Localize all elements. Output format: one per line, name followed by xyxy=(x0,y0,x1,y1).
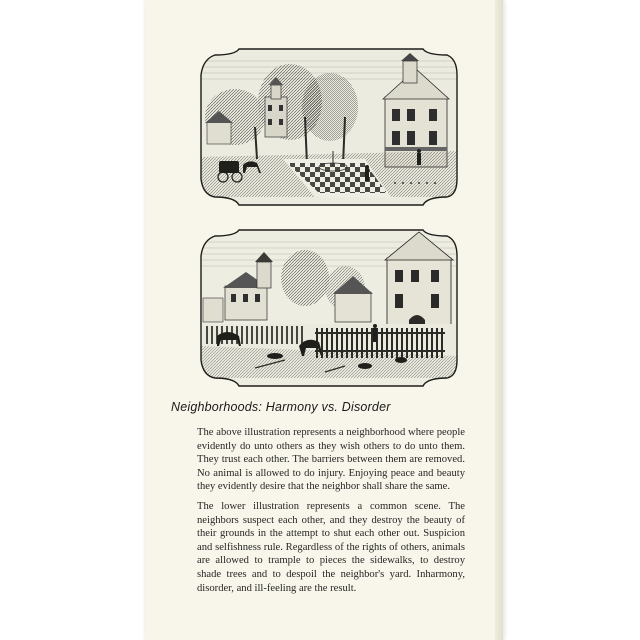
caption-title: Neighborhoods: Harmony vs. Disorder xyxy=(171,400,391,414)
disorder-engraving-svg xyxy=(195,228,463,388)
page-edge xyxy=(495,0,503,640)
disorder-neighborhood-engraving xyxy=(195,228,463,388)
paragraph-disorder: The lower illustration represents a common scene. The neighbors suspect each other, and they destroy the beauty of their grounds in the attempt to shut each other out. Suspicion and selfishness rule. Regardless of the rights of others, animals are allowed to trample to pieces the sidewalks, to destroy shade trees and to despoil the neighbor's yard. Inharmony, disorder, and ill-feeling are the result. xyxy=(197,501,465,594)
harmony-neighborhood-engraving xyxy=(195,47,463,207)
harmony-engraving-svg xyxy=(195,47,463,207)
paragraph-harmony: The above illustration represents a neighborhood where people evidently do unto others as they wish others to do unto them. They trust each other. The barriers between them are removed. No animal is allowed to do injury. Enjoying peace and beauty they evidently desire that the neighbor shall share the same. xyxy=(197,427,465,493)
